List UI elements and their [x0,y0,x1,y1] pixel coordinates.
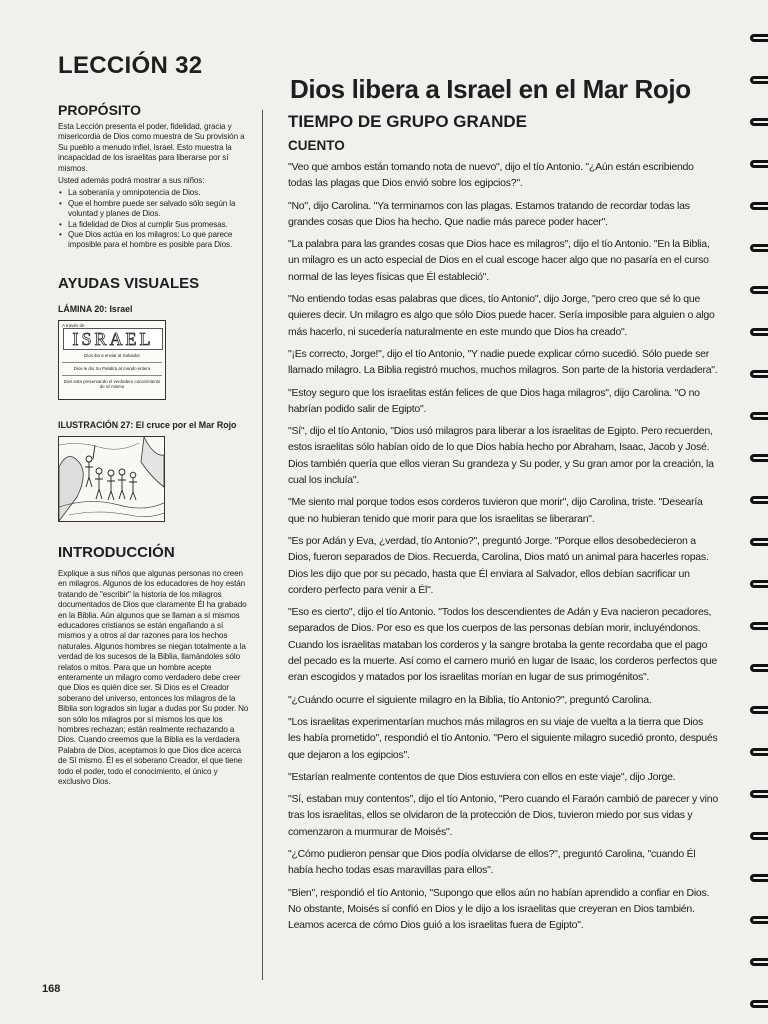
binding-coil [750,958,768,966]
binding-coil [750,454,768,462]
binding-coil [750,286,768,294]
story-paragraph: "Sí, estaban muy contentos", dijo el tío Antonio, "Pero cuando el Faraón cambió de parecer y vino tras los israelitas, ellos se olvidaron de la protección de Dios, tuvieron miedo por sus vidas y comenzaron a murmurar de Moisés". [288,793,718,838]
introduccion-text: Explique a sus niños que algunas personas no creen en milagros. Algunos de los educadores de hoy están tratando de "escribir" la historia de los milagros documentados de Dios que claramente Él ha grabado en la Biblia. Aún algunos que se llaman a sí mismos educadores cristianos se están engañando a sí mismos y a otros al dar razones para los hechos naturales. Algunos hombres se niegan totalmente a la verdad de los sucesos de la Biblia, llamándoles sólo relatos o mitos. Para que un hombre acepte enteramente un milagro como verdadero debe creer que Dios es quién dice ser. Si Dios es el Creador soberano del universo, entonces los milagros de la Biblia son logrados sin lugar a dudas por Su poder. No son sólo los milagros por sí mismos los que los hombres rechazan; están realmente rechazando a Dios. Cuando creemos que la Biblia es la verdadera Palabra de Dios, aceptamos lo que Dios dice acerca de Sí mismo. Él es el soberano Creador, el que tiene todo el poder, todo el conocimiento, el único y exclusivo Dios. [58,568,249,787]
binding-coil [750,202,768,210]
proposito-points [58,188,250,250]
binding-coil [750,370,768,378]
binding-coil [750,118,768,126]
binding-coil [750,664,768,672]
introduccion-heading: INTRODUCCIÓN [58,543,175,561]
ilustracion-label: ILUSTRACIÓN 27: El cruce por el Mar Rojo [58,419,237,430]
red-sea-crossing-illustration [58,436,165,522]
left-column [58,52,250,796]
story-paragraph: "¿Cuándo ocurre el siguiente milagro en la Biblia, tío Antonio?", preguntó Carolina. [288,693,652,706]
lamina-top-text: A través de [62,322,85,328]
proposito-point: • Que el hombre puede ser salvado sólo según la voluntad y planes de Dios. [68,199,250,220]
proposito-heading: PROPÓSITO [58,102,141,118]
story-paragraph: "No", dijo Carolina. "Ya terminamos con las plagas. Estamos tratando de recordar todas las grandes cosas que Dios ha hecho. Que nadie más parece poder hacer". [288,199,690,228]
binding-coil [750,412,768,420]
proposito-text: Esta Lección presenta el poder, fidelidad, gracia y misericordia de Dios como muestra de Su provisión a Su pueblo a menudo infiel, Israel. Esto muestra la incapacidad de los israelitas para liberarse por sí mismos. [58,122,245,173]
proposito-intro: Usted además podrá mostrar a sus niños: [58,176,205,186]
story-paragraph: "Me siento mal porque todos esos corderos tuvieron que morir", dijo Carolina, triste. "Desearía que no hubieran tenido que morir para que los israelitas se liberaran". [288,496,703,525]
binding-coil [750,244,768,252]
binding-coil [750,76,768,84]
story-heading: CUENTO [288,138,345,153]
story-paragraph: "Sí", dijo el tío Antonio, "Dios usó milagros para liberar a los israelitas de Egipto. Pero recuerden, estos israelitas sólo habían oído de lo que Dios había hecho por Abraham, Isaac, Jacob y José. Dios también quería que ellos vieran Su grandeza y Su poder, y Su gran amor por la creación, la cual los incluía". [288,425,714,487]
story-paragraph: "La palabra para las grandes cosas que Dios hace es milagros", dijo el tío Antonio. "En la Biblia, un milagro es un acto especial de Dios en el cual escoge hacer algo que no pasaría en el curso normal de las leyes físicas que Él estableció". [288,238,710,283]
lamina-rule [62,375,162,376]
binding-coil [750,790,768,798]
spiral-binding [746,24,768,1014]
binding-coil [750,580,768,588]
lamina-big-word: ISRAEL [63,328,163,350]
lamina-israel-card [58,320,166,400]
binding-coil [750,1000,768,1008]
lamina-label: LÁMINA 20: Israel [58,303,133,314]
story-paragraph: "Es por Adán y Eva, ¿verdad, tío Antonio?", preguntó Jorge. "Porque ellos desobedecieron a Dios, fueron separados de Dios. Recuerda, Carolina, Dios mató un animal para hacerles ropas. Dios les dijo que por su pecado, hasta que Él enviara al Salvador, ellos debían sacrificar un cordero perfecto para venir a Él". [288,534,709,596]
proposito-point: • Que Dios actúa en los milagros: Lo que parece imposible para el hombre es posible para Dios. [68,230,250,251]
column-divider [262,110,263,980]
story-paragraph: "¡Es correcto, Jorge!", dijo el tío Antonio, "Y nadie puede explicar cómo sucedió. Sólo puede ser llamado milagro. La Biblia registró muchos, muchos milagros. Son parte de la historia verdadera". [288,347,718,377]
story-paragraph: "Los israelitas experimentarían muchos más milagros en su viaje de vuelta a la tierra que Dios les había prometido", respondió el tío Antonio. "Pero el siguiente milagro sucedió pronto, después que dejaron a los egipcios". [288,715,718,761]
binding-coil [750,832,768,840]
proposito-point: • La fidelidad de Dios al cumplir Sus promesas. [68,220,250,230]
story-paragraph: "No entiendo todas esas palabras que dices, tío Antonio", dijo Jorge, "pero creo que sé lo que quieres decir. Un milagro es algo que sólo Dios puede hacer. Sería imposible para alguien o algo más hacerlo, ni sucedería naturalmente en este mundo que Dios ha creado". [288,293,715,338]
binding-coil [750,328,768,336]
proposito-point: • La soberanía y omnipotencia de Dios. [68,188,250,198]
right-column [288,112,718,939]
binding-coil [750,34,768,42]
group-time-heading: TIEMPO DE GRUPO GRANDE [288,112,527,131]
binding-coil [750,160,768,168]
lamina-line: Dios le dio Su Palabra al mundo entero [73,365,151,371]
binding-coil [750,622,768,630]
lesson-number: LECCIÓN 32 [58,52,203,79]
red-sea-drawing [59,437,164,521]
binding-coil [750,874,768,882]
story-paragraph: "Estoy seguro que los israelitas están felices de que Dios haga milagros", dijo Carolina. "O no habrían podido salir de Egipto". [288,386,700,415]
binding-coil [750,748,768,756]
lamina-rule [62,362,162,363]
lamina-line: Dios iba a enviar al Salvador [84,352,140,358]
binding-coil [750,916,768,924]
story-paragraph: "Veo que ambos están tomando nota de nuevo", dijo el tío Antonio. "¿Aún están escribiendo todas las plagas que Dios envió sobre los egipcios?". [288,161,694,190]
ayudas-heading: AYUDAS VISUALES [58,274,200,292]
lamina-line: Dios esta preservando el verdadero conocimiento de Sí mismo [63,378,161,389]
story-paragraph: "¿Cómo pudieron pensar que Dios podía olvidarse de ellos?", preguntó Carolina, "cuando Él había hecho todas esas maravillas para ellos". [288,847,696,877]
binding-coil [750,706,768,714]
binding-coil [750,538,768,546]
binding-coil [750,496,768,504]
story-paragraph: "Bien", respondió el tío Antonio, "Supongo que ellos aún no habían aprendido a confiar en Dios. No obstante, Moisés sí confió en Dios y le dijo a los israelitas que creyeran en Dios también. Leamos acerca de cómo Dios guió a los israelitas fuera de Egipto". [288,886,710,932]
lesson-title: Dios libera a Israel en el Mar Rojo [290,73,691,104]
page-number: 168 [42,983,61,995]
story-paragraph: "Estarían realmente contentos de que Dios estuviera con ellos en este viaje", dijo Jorge. [288,770,676,783]
story-paragraph: "Eso es cierto", dijo el tío Antonio. "Todos los descendientes de Adán y Eva nacieron pecadores, separados de Dios. Por eso es que los cuerpos de las personas debían morir, incluyéndonos. Cuando los israelitas mataban los corderos y la sangre brotaba la gente recordaba que el pago del pecado es la muerte. Así como el carnero murió en lugar de Isaac, los corderos perfectos que eran escogidos y matados por los israelitas morían en lugar de sus primogénitos". [288,606,717,684]
